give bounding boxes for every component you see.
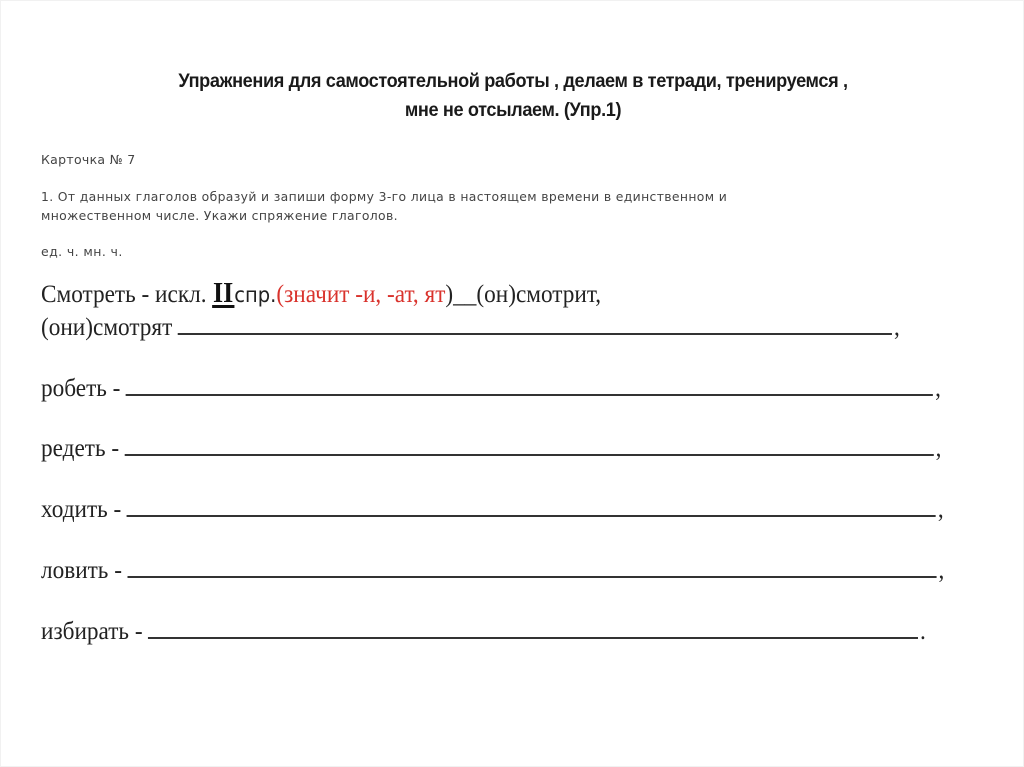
hint-close-paren: )__ <box>445 281 477 308</box>
conjugation-abbr: спр. <box>234 283 277 307</box>
exercise-verb: ходить - <box>41 496 122 523</box>
exercise-verb: ловить - <box>41 557 122 584</box>
exercise-row <box>41 557 944 585</box>
card-title: Карточка № 7 <box>41 152 136 167</box>
exercise-verb: редеть - <box>41 435 120 462</box>
end-punct: , <box>938 557 945 584</box>
conjugation-roman-numeral: II <box>213 278 234 309</box>
answer-blank[interactable] <box>126 376 933 396</box>
end-punct: , <box>935 435 942 462</box>
example-row-plural <box>41 314 900 342</box>
forms-header: ед. ч. мн. ч. <box>41 244 123 259</box>
instruction-line-1: 1. От данных глаголов образуй и запиши форму 3-го лица в настоящем времени в единственном и <box>41 189 728 204</box>
answer-blank[interactable] <box>127 497 936 517</box>
instruction-line-2: множественном числе. Укажи спряжение глаголов. <box>41 208 398 223</box>
end-punct: , <box>935 375 941 402</box>
exercise-row <box>41 618 926 646</box>
slide-title-line-2: мне не отсылаем. (Упр.1) <box>404 99 622 121</box>
exercise-row <box>41 435 941 463</box>
end-punct: , <box>937 496 944 523</box>
exercise-row <box>41 496 944 524</box>
exercise-verb: робеть - <box>41 375 121 402</box>
answer-blank[interactable] <box>178 315 892 335</box>
answer-blank[interactable] <box>125 436 934 456</box>
exercise-verb: избирать - <box>41 618 143 645</box>
example-verb: Смотреть - искл. <box>41 281 207 308</box>
conjugation-hint: значит -и, -ат, ят <box>284 281 446 308</box>
example-singular: (он)смотрит, <box>476 281 602 308</box>
end-punct: , <box>893 314 900 341</box>
slide-title-line-1: Упражнения для самостоятельной работы , делаем в тетради, тренируемся , <box>178 70 848 92</box>
answer-blank[interactable] <box>128 558 937 578</box>
example-plural: (они)смотрят <box>41 314 173 341</box>
answer-blank[interactable] <box>148 619 918 639</box>
hint-open-paren: ( <box>276 281 285 308</box>
slide-title <box>93 67 934 125</box>
example-row <box>41 278 602 309</box>
end-punct: . <box>920 618 926 645</box>
exercise-row <box>41 375 941 403</box>
card-instruction <box>41 187 941 225</box>
